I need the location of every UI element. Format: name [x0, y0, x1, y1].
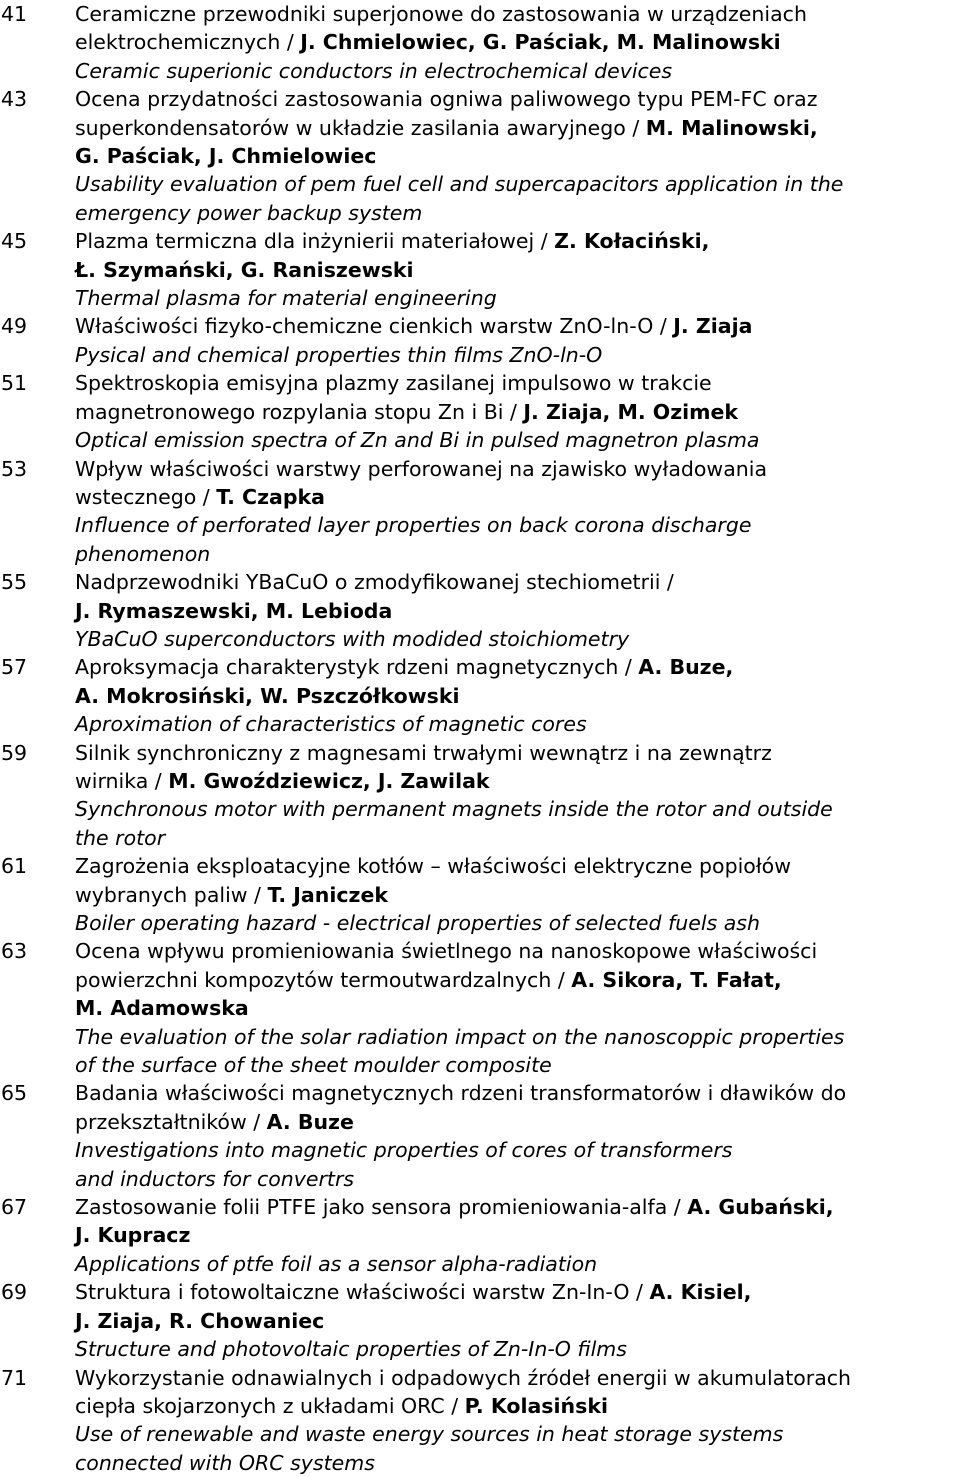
page-number: 69 — [0, 1278, 75, 1306]
title-text: Ceramiczne przewodniki superjonowe do zastosowania w urządzeniach — [75, 2, 807, 26]
entry-text — [75, 369, 960, 454]
english-title-line: Applications of ptfe foil as a sensor alpha-radiation — [75, 1250, 960, 1278]
english-title-line: Structure and photovoltaic properties of Zn-In-O films — [75, 1335, 960, 1363]
authors: A. Kisiel, — [649, 1280, 751, 1304]
page-number: 57 — [0, 653, 75, 681]
entry-text — [75, 1079, 960, 1193]
toc-entry — [0, 227, 960, 312]
toc-entry — [0, 0, 960, 85]
authors: A. Mokrosiński, W. Pszczółkowski — [75, 684, 460, 708]
toc-entry — [0, 312, 960, 369]
title-text: magnetronowego rozpylania stopu Zn i Bi / — [75, 400, 523, 424]
polish-title-line — [75, 568, 960, 596]
page-number: 41 — [0, 0, 75, 28]
title-text: Zastosowanie folii PTFE jako sensora promieniowania-alfa / — [75, 1195, 687, 1219]
authors: M. Gwoździewicz, J. Zawilak — [168, 769, 489, 793]
authors: J. Ziaja, R. Chowaniec — [75, 1309, 324, 1333]
toc-entry — [0, 937, 960, 1079]
page-number: 61 — [0, 852, 75, 880]
page-number: 63 — [0, 937, 75, 965]
polish-title-line — [75, 114, 960, 142]
entry-text — [75, 653, 960, 738]
polish-title-line — [75, 852, 960, 880]
toc-entry — [0, 455, 960, 569]
polish-title-line — [75, 28, 960, 56]
title-text: wstecznego / — [75, 485, 216, 509]
english-title-line: Aproximation of characteristics of magnetic cores — [75, 710, 960, 738]
polish-title-line — [75, 398, 960, 426]
polish-title-line — [75, 966, 960, 994]
toc-entry — [0, 85, 960, 227]
authors: J. Chmielowiec, G. Paściak, M. Malinowski — [300, 30, 780, 54]
toc-entry — [0, 653, 960, 738]
polish-title-line — [75, 1108, 960, 1136]
title-text: Właściwości fizyko-chemiczne cienkich warstw ZnO-ln-O / — [75, 314, 673, 338]
title-text: wirnika / — [75, 769, 168, 793]
title-text: superkondensatorów w układzie zasilania awaryjnego / — [75, 116, 646, 140]
authors: G. Paściak, J. Chmielowiec — [75, 144, 376, 168]
page-number: 43 — [0, 85, 75, 113]
english-title-line: Optical emission spectra of Zn and Bi in pulsed magnetron plasma — [75, 426, 960, 454]
page-number: 67 — [0, 1193, 75, 1221]
polish-title-line — [75, 1193, 960, 1221]
authors: A. Sikora, T. Fałat, — [571, 968, 781, 992]
polish-title-line — [75, 994, 960, 1022]
page-number: 59 — [0, 739, 75, 767]
entry-text — [75, 1364, 960, 1477]
entry-text — [75, 312, 960, 369]
polish-title-line — [75, 739, 960, 767]
toc-entry — [0, 1079, 960, 1193]
polish-title-line — [75, 1364, 960, 1392]
entry-text — [75, 852, 960, 937]
english-title-line: connected with ORC systems — [75, 1449, 960, 1477]
toc-entry — [0, 1193, 960, 1278]
polish-title-line — [75, 881, 960, 909]
polish-title-line — [75, 1307, 960, 1335]
english-title-line: phenomenon — [75, 540, 960, 568]
title-text: Silnik synchroniczny z magnesami trwałymi wewnątrz i na zewnątrz — [75, 741, 772, 765]
authors: M. Malinowski, — [646, 116, 818, 140]
toc-entry — [0, 852, 960, 937]
page-number: 71 — [0, 1364, 75, 1392]
title-text: Plazma termiczna dla inżynierii materiałowej / — [75, 229, 554, 253]
english-title-line: Thermal plasma for material engineering — [75, 284, 960, 312]
english-title-line: The evaluation of the solar radiation impact on the nanoscoppic properties — [75, 1023, 960, 1051]
polish-title-line — [75, 85, 960, 113]
polish-title-line — [75, 256, 960, 284]
english-title-line: and inductors for convertrs — [75, 1165, 960, 1193]
title-text: Zagrożenia eksploatacyjne kotłów – właściwości elektryczne popiołów — [75, 854, 791, 878]
title-text: Wykorzystanie odnawialnych i odpadowych źródeł energii w akumulatorach — [75, 1366, 851, 1390]
title-text: Aproksymacja charakterystyk rdzeni magnetycznych / — [75, 655, 638, 679]
polish-title-line — [75, 1079, 960, 1107]
polish-title-line — [75, 1392, 960, 1420]
polish-title-line — [75, 0, 960, 28]
page-number: 65 — [0, 1079, 75, 1107]
authors: A. Buze — [267, 1110, 354, 1134]
authors: A. Gubański, — [687, 1195, 833, 1219]
english-title-line: YBaCuO superconductors with modided stoichiometry — [75, 625, 960, 653]
title-text: wybranych paliw / — [75, 883, 267, 907]
english-title-line: Influence of perforated layer properties on back corona discharge — [75, 511, 960, 539]
polish-title-line — [75, 227, 960, 255]
title-text: Spektroskopia emisyjna plazmy zasilanej impulsowo w trakcie — [75, 371, 712, 395]
title-text: ciepła skojarzonych z układami ORC / — [75, 1394, 465, 1418]
authors: J. Ziaja, M. Ozimek — [523, 400, 738, 424]
authors: J. Rymaszewski, M. Lebioda — [75, 599, 392, 623]
authors: J. Ziaja — [673, 314, 752, 338]
page-number: 53 — [0, 455, 75, 483]
entry-text — [75, 568, 960, 653]
polish-title-line — [75, 1221, 960, 1249]
page-number: 55 — [0, 568, 75, 596]
english-title-line: Use of renewable and waste energy sources in heat storage systems — [75, 1420, 960, 1448]
toc-entry — [0, 739, 960, 853]
authors: A. Buze, — [638, 655, 733, 679]
polish-title-line — [75, 937, 960, 965]
title-text: Ocena przydatności zastosowania ogniwa paliwowego typu PEM-FC oraz — [75, 87, 817, 111]
toc-entry — [0, 369, 960, 454]
authors: T. Czapka — [216, 485, 325, 509]
entry-text — [75, 0, 960, 85]
title-text: Badania właściwości magnetycznych rdzeni transformatorów i dławików do — [75, 1081, 846, 1105]
title-text: elektrochemicznych / — [75, 30, 300, 54]
title-text: Struktura i fotowoltaiczne właściwości warstw Zn-In-O / — [75, 1280, 649, 1304]
title-text: Ocena wpływu promieniowania świetlnego na nanoskopowe właściwości — [75, 939, 817, 963]
english-title-line: Boiler operating hazard - electrical properties of selected fuels ash — [75, 909, 960, 937]
toc-entry — [0, 568, 960, 653]
english-title-line: of the surface of the sheet moulder composite — [75, 1051, 960, 1079]
english-title-line: Pysical and chemical properties thin films ZnO-ln-O — [75, 341, 960, 369]
entry-text — [75, 227, 960, 312]
page-number: 45 — [0, 227, 75, 255]
english-title-line: emergency power backup system — [75, 199, 960, 227]
english-title-line: the rotor — [75, 824, 960, 852]
title-text: powierzchni kompozytów termoutwardzalnych / — [75, 968, 571, 992]
title-text: Nadprzewodniki YBaCuO o zmodyfikowanej stechiometrii / — [75, 570, 674, 594]
title-text: przekształtników / — [75, 1110, 267, 1134]
english-title-line: Usability evaluation of pem fuel cell and supercapacitors application in the — [75, 170, 960, 198]
polish-title-line — [75, 455, 960, 483]
entry-text — [75, 455, 960, 569]
polish-title-line — [75, 312, 960, 340]
entry-text — [75, 85, 960, 227]
page-number: 49 — [0, 312, 75, 340]
polish-title-line — [75, 653, 960, 681]
entry-text — [75, 1278, 960, 1363]
authors: P. Kolasiński — [465, 1394, 608, 1418]
polish-title-line — [75, 142, 960, 170]
english-title-line: Synchronous motor with permanent magnets inside the rotor and outside — [75, 795, 960, 823]
entry-text — [75, 937, 960, 1079]
authors: Ł. Szymański, G. Raniszewski — [75, 258, 414, 282]
polish-title-line — [75, 369, 960, 397]
polish-title-line — [75, 1278, 960, 1306]
entry-text — [75, 739, 960, 853]
polish-title-line — [75, 682, 960, 710]
english-title-line: Investigations into magnetic properties of cores of transformers — [75, 1136, 960, 1164]
authors: J. Kupracz — [75, 1223, 190, 1247]
authors: T. Janiczek — [267, 883, 388, 907]
entry-text — [75, 1193, 960, 1278]
authors: M. Adamowska — [75, 996, 249, 1020]
english-title-line: Ceramic superionic conductors in electrochemical devices — [75, 57, 960, 85]
polish-title-line — [75, 597, 960, 625]
page-number: 51 — [0, 369, 75, 397]
title-text: Wpływ właściwości warstwy perforowanej na zjawisko wyładowania — [75, 457, 767, 481]
polish-title-line — [75, 483, 960, 511]
polish-title-line — [75, 767, 960, 795]
authors: Z. Kołaciński, — [554, 229, 709, 253]
toc-entry — [0, 1278, 960, 1363]
toc-entry — [0, 1364, 960, 1477]
